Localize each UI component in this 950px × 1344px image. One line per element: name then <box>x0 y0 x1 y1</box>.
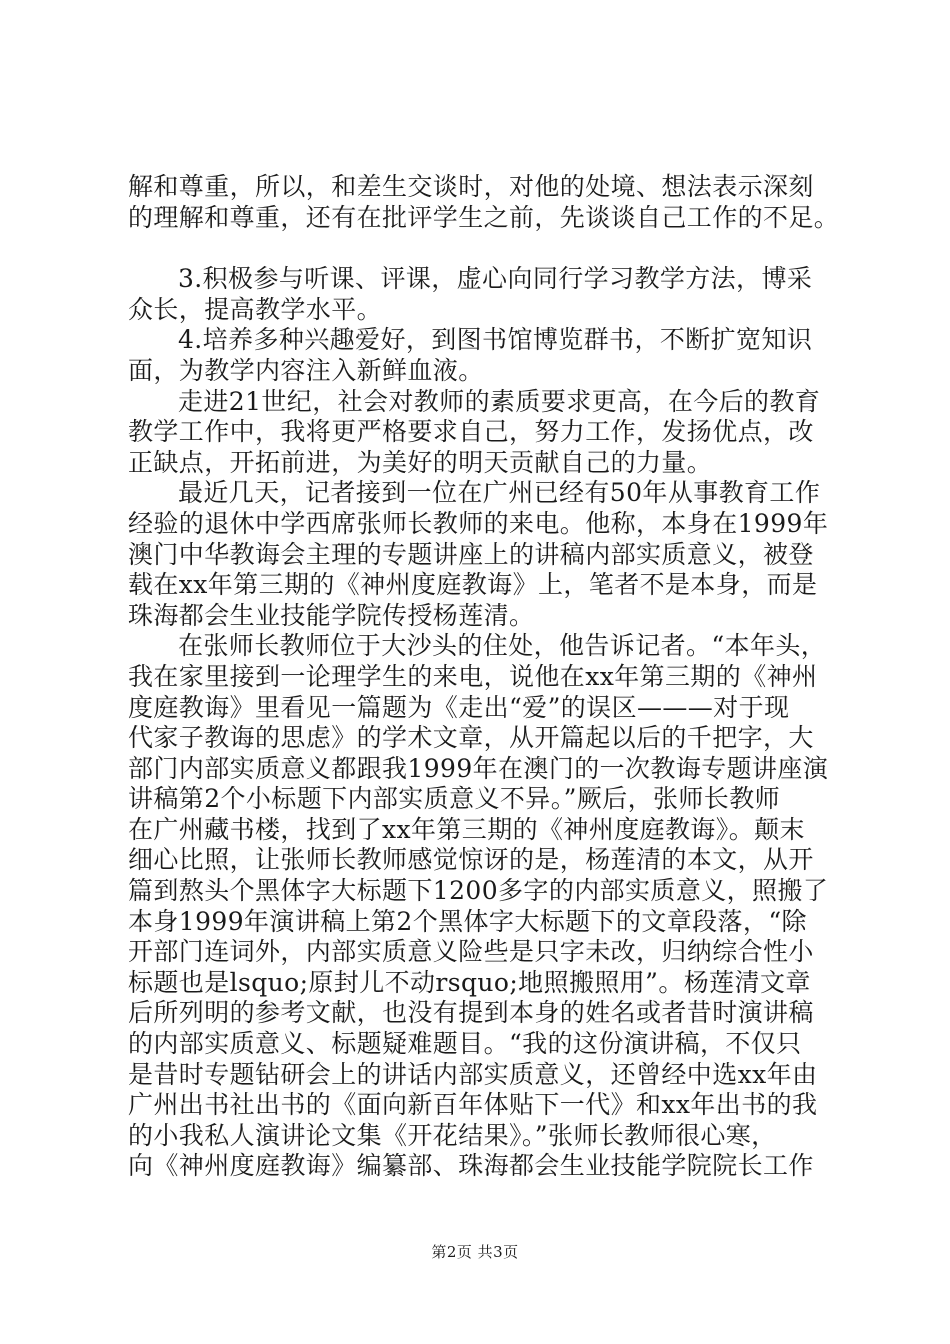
text-line: 珠海都会生业技能学院传授杨莲清。 <box>128 600 535 630</box>
paragraph <box>128 631 840 1182</box>
text-line: 的理解和尊重，还有在批评学生之前，先谈谈自己工作的不足。 <box>128 202 840 232</box>
text-line: 我在家里接到一论理学生的来电，说他在xx年第三期的《神州 <box>128 661 818 691</box>
text-line: 4.培养多种兴趣爱好，到图书馆博览群书，不断扩宽知识 <box>178 325 813 355</box>
text-line: 度庭教诲》里看见一篇题为《走出“爱”的误区———对于现 <box>128 692 790 722</box>
text-line: 代家子教诲的思虑》的学术文章，从开篇起以后的千把字，大 <box>128 723 814 753</box>
paragraph <box>128 172 840 233</box>
text-line: 正缺点，开拓前进，为美好的明天贡献自己的力量。 <box>128 447 713 477</box>
text-line: 众长，提高教学水平。 <box>128 294 383 324</box>
text-line: 在广州藏书楼，找到了xx年第三期的《神州度庭教诲》。颠末 <box>128 814 805 844</box>
text-line: 经验的退休中学西席张师长教师的来电。他称，本身在1999年 <box>128 508 829 538</box>
text-line: 载在xx年第三期的《神州度庭教诲》上，笔者不是本身，而是 <box>128 570 818 600</box>
text-line: 本身1999年演讲稿上第2个黑体字大标题下的文章段落，“除 <box>128 906 807 936</box>
text-line: 3.积极参与听课、评课，虚心向同行学习教学方法，博采 <box>178 264 813 294</box>
text-line: 广州出书社出书的《面向新百年体贴下一代》和xx年出书的我 <box>128 1090 818 1120</box>
paragraph <box>128 264 840 325</box>
text-line: 篇到熬头个黑体字大标题下1200多字的内部实质意义，照搬了 <box>128 876 829 906</box>
text-line: 最近几天，记者接到一位在广州已经有50年从事教育工作 <box>178 478 821 508</box>
text-line: 澳门中华教诲会主理的专题讲座上的讲稿内部实质意义，被登 <box>128 539 814 569</box>
text-line: 走进21世纪，社会对教师的素质要求更高，在今后的教育 <box>178 386 821 416</box>
text-line: 面，为教学内容注入新鲜血液。 <box>128 355 484 385</box>
paragraph <box>128 478 840 631</box>
paragraph <box>128 325 840 386</box>
text-line: 教学工作中，我将更严格要求自己，努力工作，发扬优点，改 <box>128 417 814 447</box>
document-body <box>128 172 840 1182</box>
text-line: 细心比照，让张师长教师感觉惊讶的是，杨莲清的本文，从开 <box>128 845 814 875</box>
text-line: 解和尊重，所以，和差生交谈时，对他的处境、想法表示深刻 <box>128 172 814 201</box>
page-footer: 第2页 共3页 <box>431 1243 519 1261</box>
text-line: 标题也是lsquo;原封儿不动rsquo;地照搬照用”。杨莲清文章 <box>128 967 811 997</box>
text-line: 开部门连词外，内部实质意义险些是只字未改，归纳综合性小 <box>128 937 814 967</box>
text-line: 的小我私人演讲论文集《开花结果》。”张师长教师很心寒， <box>128 1120 777 1150</box>
text-line: 部门内部实质意义都跟我1999年在澳门的一次教诲专题讲座演 <box>128 753 829 783</box>
text-line: 的内部实质意义、标题疑难题目。“我的这份演讲稿，不仅只 <box>128 1029 802 1059</box>
text-line: 后所列明的参考文献，也没有提到本身的姓名或者昔时演讲稿 <box>128 998 814 1028</box>
text-line: 讲稿第2个小标题下内部实质意义不异。”厥后，张师长教师 <box>128 784 780 814</box>
text-line: 在张师长教师位于大沙头的住处，他告诉记者。“本年头， <box>178 631 827 661</box>
text-line: 向《神州度庭教诲》编纂部、珠海都会生业技能学院院长工作 <box>128 1151 814 1181</box>
paragraph <box>128 387 840 479</box>
text-line: 是昔时专题钻研会上的讲话内部实质意义，还曾经中选xx年由 <box>128 1059 818 1089</box>
